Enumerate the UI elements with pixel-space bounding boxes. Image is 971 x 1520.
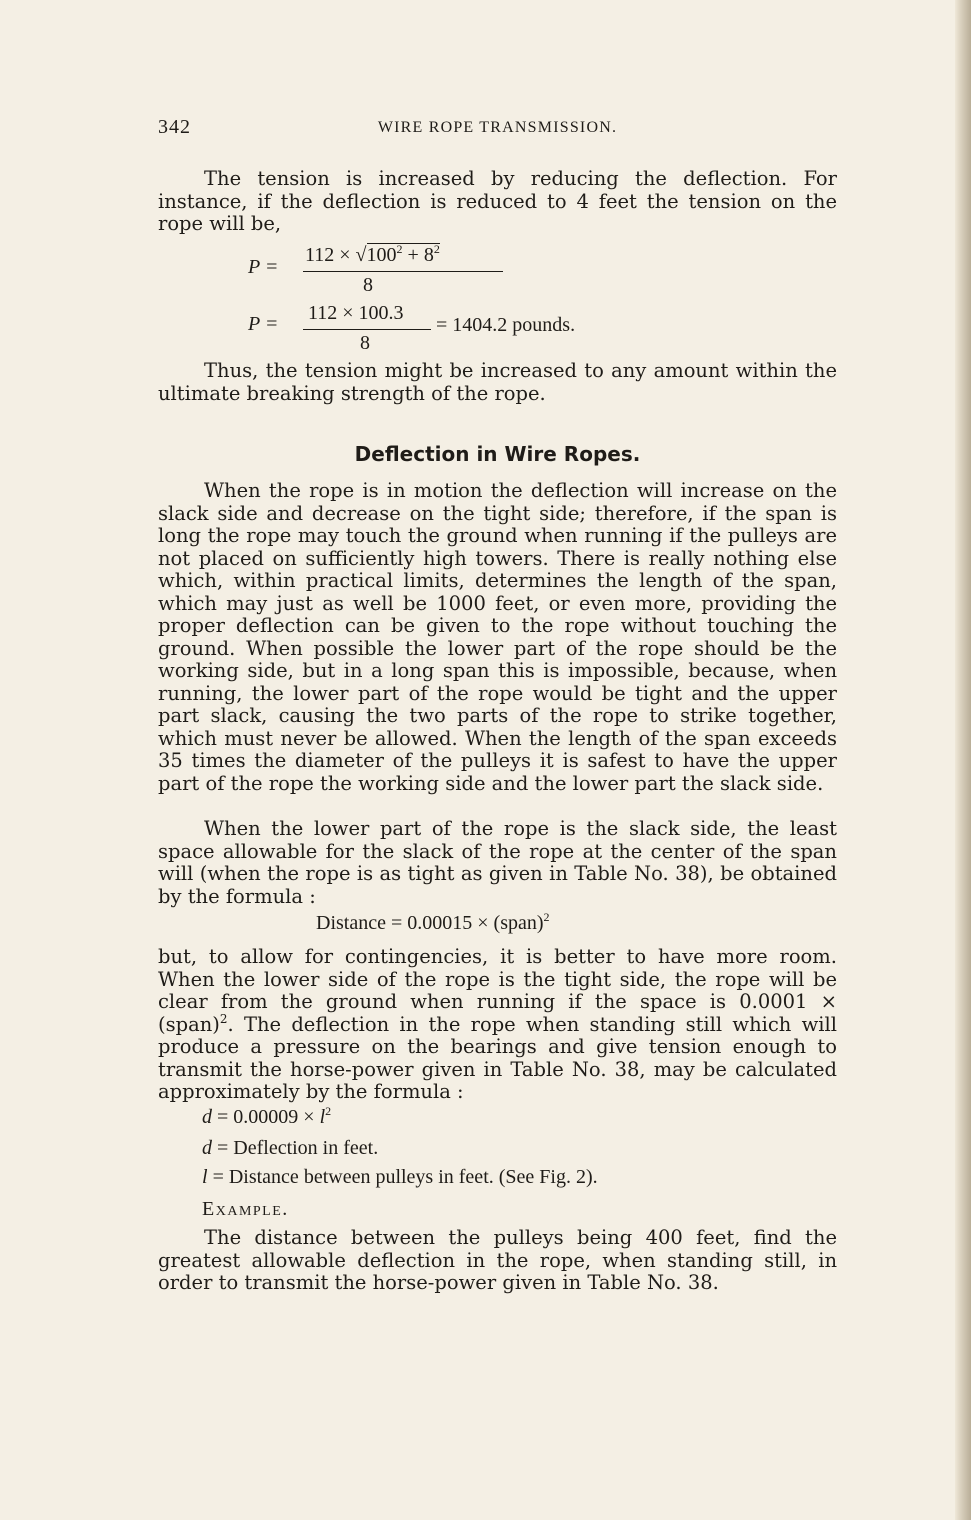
formula-1-denominator: 8 <box>363 274 373 296</box>
example-label: Example. <box>202 1198 289 1220</box>
formula-2-denominator: 8 <box>360 332 370 354</box>
paragraph-motion: When the rope is in motion the deflection will increase on the slack side and decrease on the tight side; therefore, if the span is long the rope may touch the ground when running if the pulleys are not placed on sufficiently high towers. There is really nothing else which, within practical limits, determines the length of the span, which may just as well be 1000 feet, or even more, providing the proper deflection can be given to the rope without touching the ground. When possible the lower part of the rope should be the working side, but in a long span this is impossible, because, when running, the lower part of the rope would be tight and the upper part slack, causing the two parts of the rope to strike together, which must never be allowed. When the length of the span exceeds 35 times the diameter of the pulleys it is safest to have the upper part of the rope the working side and the lower part the slack side. <box>158 479 837 795</box>
radicand-a: 100 <box>366 244 397 266</box>
radicand <box>367 243 440 266</box>
contingencies-text-a: but, to allow for contingencies, it is better to have more room. When the lower side of the rope is the tight side, the rope will be clear from the ground when running if the space is 0.0001 × (span) <box>158 945 837 1036</box>
formula-2-numerator: 112 × 100.3 <box>308 302 404 324</box>
radicand-b-exp: 2 <box>433 242 440 256</box>
contingencies-exp: 2 <box>219 1011 228 1026</box>
definition-rhs: = Deflection in feet. <box>217 1137 379 1159</box>
paragraph-contingencies <box>158 946 837 1104</box>
running-title: WIRE ROPE TRANSMISSION. <box>377 119 618 136</box>
definition-symbol: d <box>202 1137 212 1159</box>
contingencies-text-b: . The deflection in the rope when standing still which will produce a pressure on the bearings and give tension enough to transmit the horse-power given in Table No. 38, may be calculated approximately by the formula : <box>158 1012 837 1103</box>
formula-1-numerator <box>305 244 440 267</box>
definition-d <box>202 1137 378 1160</box>
definition-exp: 2 <box>325 1104 332 1118</box>
definition-symbol: l <box>202 1166 208 1188</box>
distance-formula-text: Distance = 0.00015 × (span) <box>316 912 544 934</box>
distance-formula-exp: 2 <box>543 910 550 924</box>
section-heading: Deflection in Wire Ropes. <box>354 442 641 466</box>
intro-paragraph: The tension is increased by reducing the deflection. For instance, if the deflection is reduced to 4 feet the tension on the rope will be, <box>158 167 837 235</box>
definition-rhs: = Distance between pulleys in feet. (See Fig. 2). <box>212 1166 598 1188</box>
example-paragraph: The distance between the pulleys being 400 feet, find the greatest allowable deflection in the rope, when standing still, in order to transmit the horse-power given in Table No. 38. <box>158 1226 837 1294</box>
radicand-plus: + <box>402 244 424 266</box>
definition-symbol: d <box>202 1106 212 1128</box>
fraction-bar-1 <box>303 271 503 272</box>
conclusion-paragraph: Thus, the tension might be increased to any amount within the ultimate breaking strength of the rope. <box>158 359 837 405</box>
page-number: 342 <box>158 116 191 138</box>
definition-l <box>202 1166 598 1189</box>
numerator-prefix: 112 × <box>305 244 356 266</box>
definition-formula <box>202 1106 331 1129</box>
formula-2-lhs: P = <box>248 313 279 335</box>
paragraph-lower-side: When the lower part of the rope is the slack side, the least space allowable for the slack of the rope at the center of the span will (when the rope is as tight as given in Table No. 38), be obtained by the formula : <box>158 817 837 908</box>
page-edge <box>955 0 971 1520</box>
definition-var: l <box>319 1106 326 1128</box>
definition-rhs: = 0.00009 × <box>217 1106 320 1128</box>
distance-formula <box>316 912 550 935</box>
page-header <box>158 116 837 140</box>
fraction-bar-2 <box>303 329 431 330</box>
radical-sign: √ <box>355 244 367 266</box>
formula-1-lhs: P = <box>248 256 279 278</box>
radicand-a-exp: 2 <box>396 242 403 256</box>
radicand-b: 8 <box>423 244 434 266</box>
formula-2-result: = 1404.2 pounds. <box>436 314 576 336</box>
